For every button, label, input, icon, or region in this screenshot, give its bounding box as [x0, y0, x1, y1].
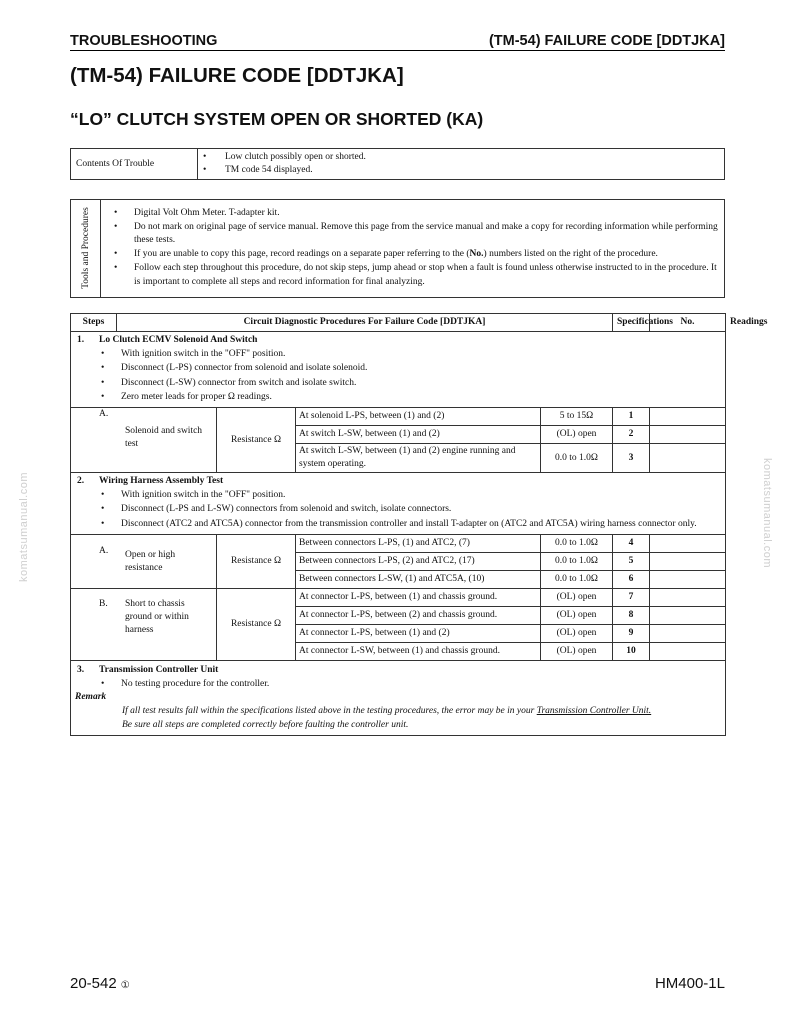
- test-spec: 0.0 to 1.0Ω: [541, 535, 613, 553]
- contents-item: • Low clutch possibly open or shorted.: [203, 152, 366, 162]
- test-spec: 0.0 to 1.0Ω: [541, 444, 613, 473]
- reading-cell[interactable]: [650, 408, 726, 426]
- reading-cell[interactable]: [650, 607, 726, 625]
- remark-link: Transmission Controller Unit.: [536, 706, 652, 717]
- step-3-section: [71, 661, 726, 736]
- step-1-section: [71, 332, 726, 408]
- test-no: 7: [613, 589, 650, 607]
- step-2-row: [71, 473, 726, 535]
- contents-item: • TM code 54 displayed.: [203, 165, 313, 175]
- reading-cell[interactable]: [650, 535, 726, 553]
- tools-item: • If you are unable to copy this page, record readings on a separate paper referring to the (No.) numbers listed on the right of the procedure.: [109, 248, 719, 262]
- step-2-bullet: • With ignition switch in the "OFF" position.: [97, 488, 721, 502]
- step-1-bullet: • Disconnect (L-PS) connector from solenoid and isolate solenoid.: [97, 361, 721, 375]
- step-2-bullet: • Disconnect (ATC2 and ATC5A) connector from the transmission controller and install T-adapter on (ATC2 and ATC5A) wiring harness connector only.: [97, 517, 721, 531]
- test-no: 1: [613, 408, 650, 426]
- step-1-heading: 1. Lo Clutch ECMV Solenoid And Switch: [77, 335, 258, 345]
- reading-cell[interactable]: [650, 444, 726, 473]
- step-1-row: [71, 332, 726, 408]
- tools-item: • Do not mark on original page of service manual. Remove this page from the service manual and make a copy for recording information while performing these tests.: [109, 221, 719, 248]
- tools-label-cell: [71, 200, 101, 297]
- test-no: 6: [613, 571, 650, 589]
- remark-text: If all test results fall within the specifications listed above in the testing procedures, the error may be in your Transmission Controller Unit.: [122, 706, 652, 717]
- watermark-left: komatsumanual.com: [18, 472, 30, 582]
- reading-cell[interactable]: [650, 643, 726, 661]
- test-no: 2: [613, 426, 650, 444]
- reading-cell[interactable]: [650, 553, 726, 571]
- test-desc: At connector L-SW, between (1) and chassis ground.: [296, 643, 541, 661]
- reading-cell[interactable]: [650, 589, 726, 607]
- step-2-bullet: • Disconnect (L-PS and L-SW) connectors from solenoid and switch, isolate connectors.: [97, 502, 721, 516]
- tools-label: Tools and Procedures: [81, 207, 91, 289]
- test-no: 8: [613, 607, 650, 625]
- test-desc: At switch L-SW, between (1) and (2): [296, 426, 541, 444]
- step-3-heading: 3. Transmission Controller Unit: [77, 665, 219, 676]
- test-2b-type: Resistance Ω: [217, 589, 296, 661]
- col-specifications: Specifications: [613, 314, 650, 332]
- step-1-bullet: • Disconnect (L-SW) connector from switch and isolate switch.: [97, 376, 721, 390]
- test-no: 4: [613, 535, 650, 553]
- step-2-section: [71, 473, 726, 535]
- tools-item: • Digital Volt Ohm Meter. T-adapter kit.: [109, 207, 719, 221]
- col-no: No.: [650, 314, 726, 332]
- step-1-bullet: • Zero meter leads for proper Ω readings.: [97, 390, 721, 404]
- test-spec: (OL) open: [541, 426, 613, 444]
- remark-text-line2: Be sure all steps are completed correctly before faulting the controller unit.: [122, 720, 409, 731]
- model-number: HM400-1L: [654, 975, 725, 992]
- col-steps: Steps: [71, 314, 117, 332]
- test-1a-label: A. Solenoid and switch test: [71, 408, 217, 473]
- test-desc: At solenoid L-PS, between (1) and (2): [296, 408, 541, 426]
- test-spec: (OL) open: [541, 625, 613, 643]
- test-spec: 0.0 to 1.0Ω: [541, 553, 613, 571]
- revision-mark: ①: [120, 980, 130, 991]
- tools-list: [109, 207, 719, 289]
- test-spec: (OL) open: [541, 607, 613, 625]
- test-no: 3: [613, 444, 650, 473]
- contents-of-trouble-table: [70, 148, 725, 180]
- test-desc: At connector L-PS, between (1) and chassis ground.: [296, 589, 541, 607]
- step-3-row: [71, 661, 726, 736]
- step-3-bullet: • No testing procedure for the controller.: [97, 677, 721, 691]
- step-2-heading: 2. Wiring Harness Assembly Test: [77, 476, 224, 487]
- test-no: 9: [613, 625, 650, 643]
- tools-item: • Follow each step throughout this procedure, do not skip steps, jump ahead or stop when a fault is found unless otherwise instructed to in the procedure. It is important to complete all steps and record information for final analyzing.: [109, 262, 719, 289]
- test-spec: (OL) open: [541, 589, 613, 607]
- table-row: [71, 535, 726, 553]
- running-header: [70, 33, 725, 51]
- test-spec: 0.0 to 1.0Ω: [541, 571, 613, 589]
- test-spec: (OL) open: [541, 643, 613, 661]
- test-no: 5: [613, 553, 650, 571]
- test-desc: At switch L-SW, between (1) and (2) engine running and system operating.: [296, 444, 541, 473]
- col-procedure: Circuit Diagnostic Procedures For Failure Code [DDTJKA]: [117, 314, 613, 332]
- header-code: (TM-54) FAILURE CODE [DDTJKA]: [488, 33, 725, 49]
- test-1a-type: Resistance Ω: [217, 408, 296, 473]
- step-1-bullet: • With ignition switch in the "OFF" position.: [97, 347, 721, 361]
- contents-items: [198, 149, 725, 180]
- page-subtitle: “LO” CLUTCH SYSTEM OPEN OR SHORTED (KA): [70, 109, 484, 129]
- table-header-row: Steps Circuit Diagnostic Procedures For Failure Code [DDTJKA] Specifications No. Readings: [71, 314, 726, 332]
- test-desc: At connector L-PS, between (1) and (2): [296, 625, 541, 643]
- table-row: [71, 408, 726, 426]
- page-number: 20-542 ①: [70, 975, 130, 992]
- reading-cell[interactable]: [650, 571, 726, 589]
- watermark-right: komatsumanual.com: [761, 458, 773, 568]
- test-2a-label: A. Open or high resistance: [71, 535, 217, 589]
- contents-label: Contents Of Trouble: [71, 149, 198, 180]
- test-2b-label: B. Short to chassis ground or within harness: [71, 589, 217, 661]
- reading-cell[interactable]: [650, 625, 726, 643]
- tools-and-procedures-box: [70, 199, 725, 298]
- test-2a-type: Resistance Ω: [217, 535, 296, 589]
- page-title: (TM-54) FAILURE CODE [DDTJKA]: [70, 64, 404, 87]
- test-desc: Between connectors L-SW, (1) and ATC5A, (10): [296, 571, 541, 589]
- test-desc: At connector L-PS, between (2) and chassis ground.: [296, 607, 541, 625]
- test-spec: 5 to 15Ω: [541, 408, 613, 426]
- header-section: TROUBLESHOOTING: [70, 33, 218, 49]
- test-desc: Between connectors L-PS, (2) and ATC2, (17): [296, 553, 541, 571]
- table-row: [71, 589, 726, 607]
- remark-label: Remark: [75, 692, 107, 703]
- test-desc: Between connectors L-PS, (1) and ATC2, (7): [296, 535, 541, 553]
- test-no: 10: [613, 643, 650, 661]
- reading-cell[interactable]: [650, 426, 726, 444]
